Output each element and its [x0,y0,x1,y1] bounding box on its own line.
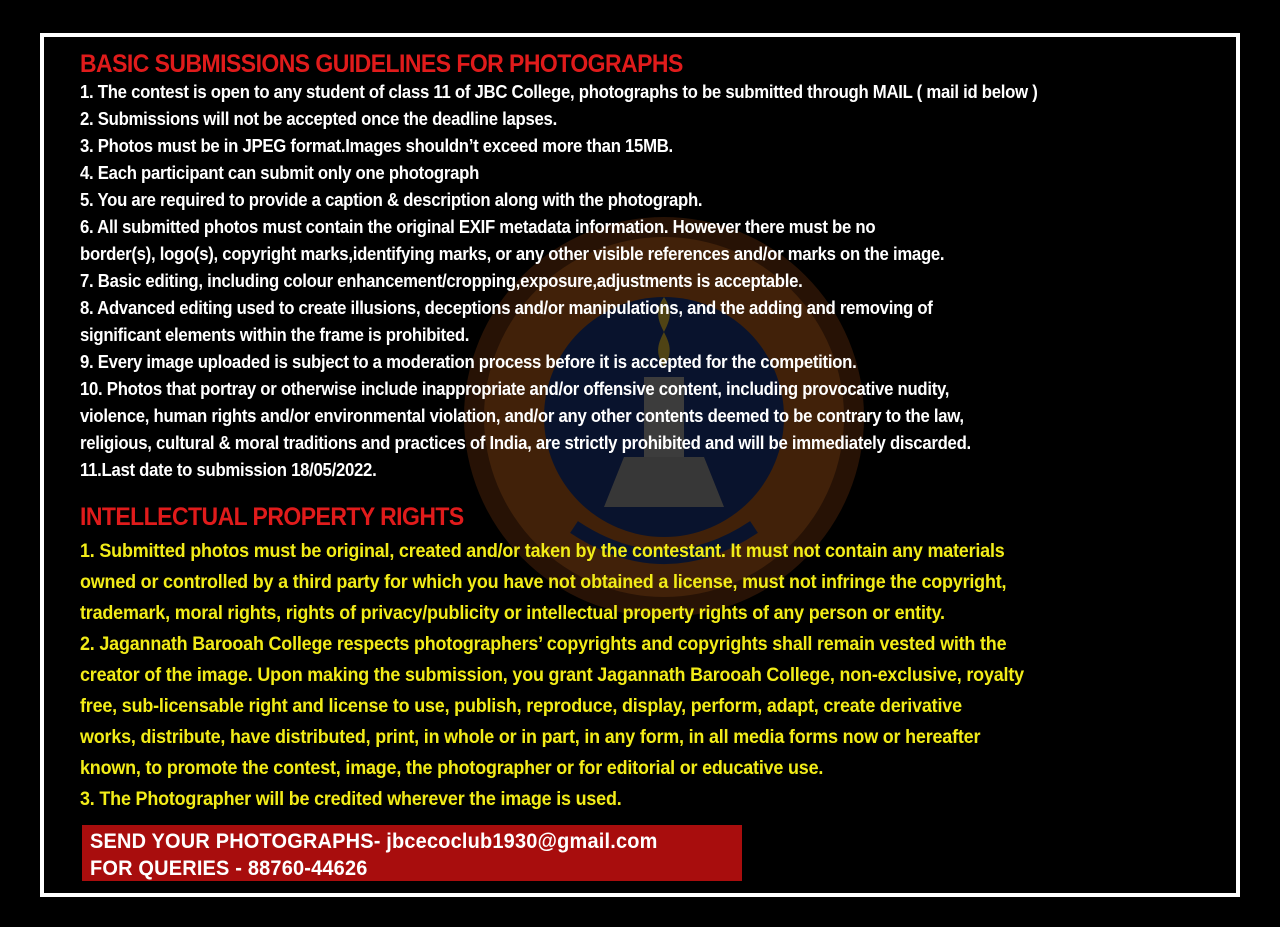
guideline-line: 7. Basic editing, including colour enhancement/cropping,exposure,adjustments is acceptable. [80,271,803,291]
ip-rights-line: 1. Submitted photos must be original, created and/or taken by the contestant. It must not contain any materials [80,540,1005,562]
contact-box [82,825,742,881]
guideline-line: 8. Advanced editing used to create illusions, deceptions and/or manipulations, and the adding and removing of [80,298,933,318]
ip-rights-line: free, sub-licensable right and license to use, publish, reproduce, display, perform, adapt, create derivative [80,695,962,717]
ip-rights-line: trademark, moral rights, rights of privacy/publicity or intellectual property rights of any person or entity. [80,602,945,624]
guidelines-heading: BASIC SUBMISSIONS GUIDELINES FOR PHOTOGRAPHS [80,50,683,78]
guideline-line: 2. Submissions will not be accepted once the deadline lapses. [80,109,557,129]
ip-rights-section [80,502,1210,815]
ip-rights-line: works, distribute, have distributed, print, in whole or in part, in any form, in all media forms now or hereafter [80,726,981,748]
ip-rights-list [80,536,1210,815]
guideline-line: 1. The contest is open to any student of class 11 of JBC College, photographs to be submitted through MAIL ( mail id below ) [80,82,1038,102]
guideline-line: 4. Each participant can submit only one photograph [80,163,480,183]
ip-rights-line: known, to promote the contest, image, the photographer or for editorial or educative use. [80,757,824,779]
guidelines-section [80,49,1210,484]
ip-rights-line: creator of the image. Upon making the submission, you grant Jagannath Barooah College, non-exclusive, royalty [80,664,1024,686]
queries-phone: FOR QUERIES - 88760-44626 [90,857,368,880]
guideline-line: 11.Last date to submission 18/05/2022. [80,460,377,480]
guideline-line: border(s), logo(s), copyright marks,identifying marks, or any other visible references and/or marks on the image. [80,244,945,264]
guideline-line: 6. All submitted photos must contain the original EXIF metadata information. However there must be no [80,217,876,237]
guideline-line: significant elements within the frame is prohibited. [80,325,470,345]
guideline-line: 5. You are required to provide a caption & description along with the photograph. [80,190,703,210]
ip-rights-heading: INTELLECTUAL PROPERTY RIGHTS [80,503,464,531]
poster-frame [40,33,1240,897]
guideline-line: 3. Photos must be in JPEG format.Images shouldn’t exceed more than 15MB. [80,136,673,156]
guideline-line: religious, cultural & moral traditions and practices of India, are strictly prohibited and will be immediately discarded. [80,433,971,453]
ip-rights-line: owned or controlled by a third party for which you have not obtained a license, must not infringe the copyright, [80,571,1007,593]
ip-rights-line: 3. The Photographer will be credited wherever the image is used. [80,788,622,810]
ip-rights-line: 2. Jagannath Barooah College respects photographers’ copyrights and copyrights shall remain vested with the [80,633,1007,655]
poster-content [80,49,1210,815]
guideline-line: 10. Photos that portray or otherwise include inappropriate and/or offensive content, including provocative nudity, [80,379,950,399]
guideline-line: violence, human rights and/or environmental violation, and/or any other contents deemed to be contrary to the law, [80,406,964,426]
submission-email: SEND YOUR PHOTOGRAPHS- jbcecoclub1930@gmail.com [90,830,658,853]
guidelines-list [80,79,1210,484]
guideline-line: 9. Every image uploaded is subject to a moderation process before it is accepted for the competition. [80,352,857,372]
